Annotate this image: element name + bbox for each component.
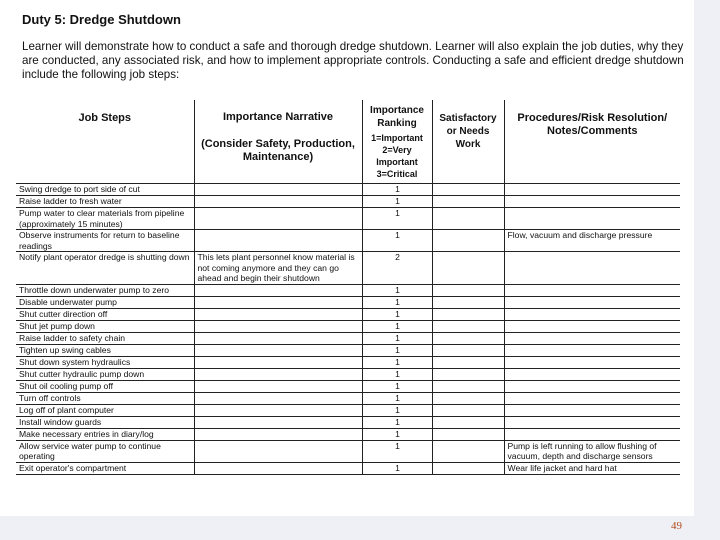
notes-cell	[504, 296, 680, 308]
table-row	[16, 416, 680, 428]
table-row	[16, 368, 680, 380]
notes-cell	[504, 344, 680, 356]
notes-cell	[504, 196, 680, 208]
narrative-cell	[194, 404, 362, 416]
step-cell: Raise ladder to safety chain	[16, 332, 194, 344]
table-header-row	[16, 100, 680, 184]
rank-cell: 1	[362, 344, 432, 356]
step-cell: Observe instruments for return to baseline readings	[16, 230, 194, 252]
step-cell: Exit operator's compartment	[16, 462, 194, 474]
header-satisfactory: Satisfactory or Needs Work	[432, 100, 504, 184]
status-cell	[432, 404, 504, 416]
table-row	[16, 392, 680, 404]
step-cell: Tighten up swing cables	[16, 344, 194, 356]
narrative-cell	[194, 416, 362, 428]
status-cell	[432, 184, 504, 196]
table-row	[16, 308, 680, 320]
rank-cell: 1	[362, 428, 432, 440]
side-strip	[694, 0, 720, 540]
status-cell	[432, 380, 504, 392]
narrative-cell	[194, 440, 362, 462]
rank-cell: 1	[362, 462, 432, 474]
step-cell: Log off of plant computer	[16, 404, 194, 416]
notes-cell	[504, 392, 680, 404]
rank-cell: 1	[362, 368, 432, 380]
status-cell	[432, 392, 504, 404]
status-cell	[432, 230, 504, 252]
table-row	[16, 344, 680, 356]
table-row	[16, 332, 680, 344]
narrative-cell	[194, 196, 362, 208]
narrative-cell	[194, 184, 362, 196]
rank-cell: 1	[362, 284, 432, 296]
header-ranking-title: Importance Ranking	[370, 105, 424, 129]
step-cell: Pump water to clear materials from pipeline (approximately 15 minutes)	[16, 208, 194, 230]
step-cell: Throttle down underwater pump to zero	[16, 284, 194, 296]
table-row	[16, 184, 680, 196]
narrative-cell	[194, 368, 362, 380]
step-cell: Allow service water pump to continue operating	[16, 440, 194, 462]
narrative-cell	[194, 296, 362, 308]
table-row	[16, 296, 680, 308]
table-row	[16, 404, 680, 416]
header-narrative-title: Importance Narrative	[222, 111, 334, 123]
notes-cell	[504, 208, 680, 230]
table-row	[16, 428, 680, 440]
narrative-cell	[194, 462, 362, 474]
rank-cell: 1	[362, 296, 432, 308]
step-cell: Shut down system hydraulics	[16, 356, 194, 368]
table-row	[16, 284, 680, 296]
table-row	[16, 380, 680, 392]
step-cell: Turn off controls	[16, 392, 194, 404]
rank-cell: 1	[362, 208, 432, 230]
step-cell: Raise ladder to fresh water	[16, 196, 194, 208]
rank-cell: 1	[362, 404, 432, 416]
notes-cell	[504, 332, 680, 344]
job-steps-table	[16, 100, 680, 475]
step-cell: Shut cutter direction off	[16, 308, 194, 320]
notes-cell	[504, 416, 680, 428]
step-cell: Shut cutter hydraulic pump down	[16, 368, 194, 380]
header-importance-ranking	[362, 100, 432, 184]
table-row	[16, 208, 680, 230]
page-number: 49	[671, 520, 682, 532]
status-cell	[432, 196, 504, 208]
notes-cell	[504, 252, 680, 285]
rank-cell: 1	[362, 332, 432, 344]
narrative-cell	[194, 356, 362, 368]
header-job-steps: Job Steps	[16, 100, 194, 184]
notes-cell	[504, 184, 680, 196]
status-cell	[432, 296, 504, 308]
step-cell: Shut jet pump down	[16, 320, 194, 332]
narrative-cell	[194, 392, 362, 404]
notes-cell: Pump is left running to allow flushing of vacuum, depth and discharge sensors	[504, 440, 680, 462]
intro-paragraph: Learner will demonstrate how to conduct a safe and thorough dredge shutdown. Learner will also explain the job duties, why they are conducted, any associated risk, and how to implement appropriate controls. Conducting a safe and efficient dredge shutdown include the following job steps:	[22, 40, 684, 81]
narrative-cell	[194, 320, 362, 332]
rank-cell: 2	[362, 252, 432, 285]
step-cell: Make necessary entries in diary/log	[16, 428, 194, 440]
notes-cell	[504, 428, 680, 440]
notes-cell	[504, 320, 680, 332]
footer-strip	[0, 516, 694, 540]
notes-cell	[504, 284, 680, 296]
step-cell: Shut oil cooling pump off	[16, 380, 194, 392]
status-cell	[432, 462, 504, 474]
rank-cell: 1	[362, 230, 432, 252]
narrative-cell	[194, 208, 362, 230]
table-row	[16, 252, 680, 285]
status-cell	[432, 416, 504, 428]
rank-cell: 1	[362, 320, 432, 332]
rank-cell: 1	[362, 440, 432, 462]
header-ranking-legend: 1=Important 2=Very Important 3=Critical	[371, 133, 423, 179]
notes-cell: Wear life jacket and hard hat	[504, 462, 680, 474]
narrative-cell: This lets plant personnel know material is not coming anymore and they can go ahead and begin their shutdown	[194, 252, 362, 285]
rank-cell: 1	[362, 416, 432, 428]
table-row	[16, 196, 680, 208]
narrative-cell	[194, 332, 362, 344]
status-cell	[432, 356, 504, 368]
notes-cell	[504, 308, 680, 320]
narrative-cell	[194, 308, 362, 320]
step-cell: Notify plant operator dredge is shutting down	[16, 252, 194, 285]
table-row	[16, 440, 680, 462]
status-cell	[432, 252, 504, 285]
status-cell	[432, 208, 504, 230]
narrative-cell	[194, 284, 362, 296]
notes-cell	[504, 368, 680, 380]
step-cell: Swing dredge to port side of cut	[16, 184, 194, 196]
rank-cell: 1	[362, 380, 432, 392]
page-title: Duty 5: Dredge Shutdown	[22, 12, 181, 27]
notes-cell	[504, 380, 680, 392]
status-cell	[432, 320, 504, 332]
step-cell: Install window guards	[16, 416, 194, 428]
notes-cell: Flow, vacuum and discharge pressure	[504, 230, 680, 252]
table-row	[16, 230, 680, 252]
header-procedures: Procedures/Risk Resolution/ Notes/Comments	[504, 100, 680, 184]
notes-cell	[504, 356, 680, 368]
rank-cell: 1	[362, 184, 432, 196]
table-row	[16, 356, 680, 368]
rank-cell: 1	[362, 196, 432, 208]
rank-cell: 1	[362, 356, 432, 368]
status-cell	[432, 368, 504, 380]
status-cell	[432, 440, 504, 462]
header-narrative-sub: (Consider Safety, Production, Maintenance)	[201, 138, 355, 163]
status-cell	[432, 344, 504, 356]
rank-cell: 1	[362, 308, 432, 320]
status-cell	[432, 308, 504, 320]
narrative-cell	[194, 344, 362, 356]
narrative-cell	[194, 428, 362, 440]
header-importance-narrative	[194, 100, 362, 184]
rank-cell: 1	[362, 392, 432, 404]
narrative-cell	[194, 230, 362, 252]
notes-cell	[504, 404, 680, 416]
status-cell	[432, 428, 504, 440]
narrative-cell	[194, 380, 362, 392]
table-row	[16, 462, 680, 474]
step-cell: Disable underwater pump	[16, 296, 194, 308]
status-cell	[432, 332, 504, 344]
status-cell	[432, 284, 504, 296]
table-row	[16, 320, 680, 332]
